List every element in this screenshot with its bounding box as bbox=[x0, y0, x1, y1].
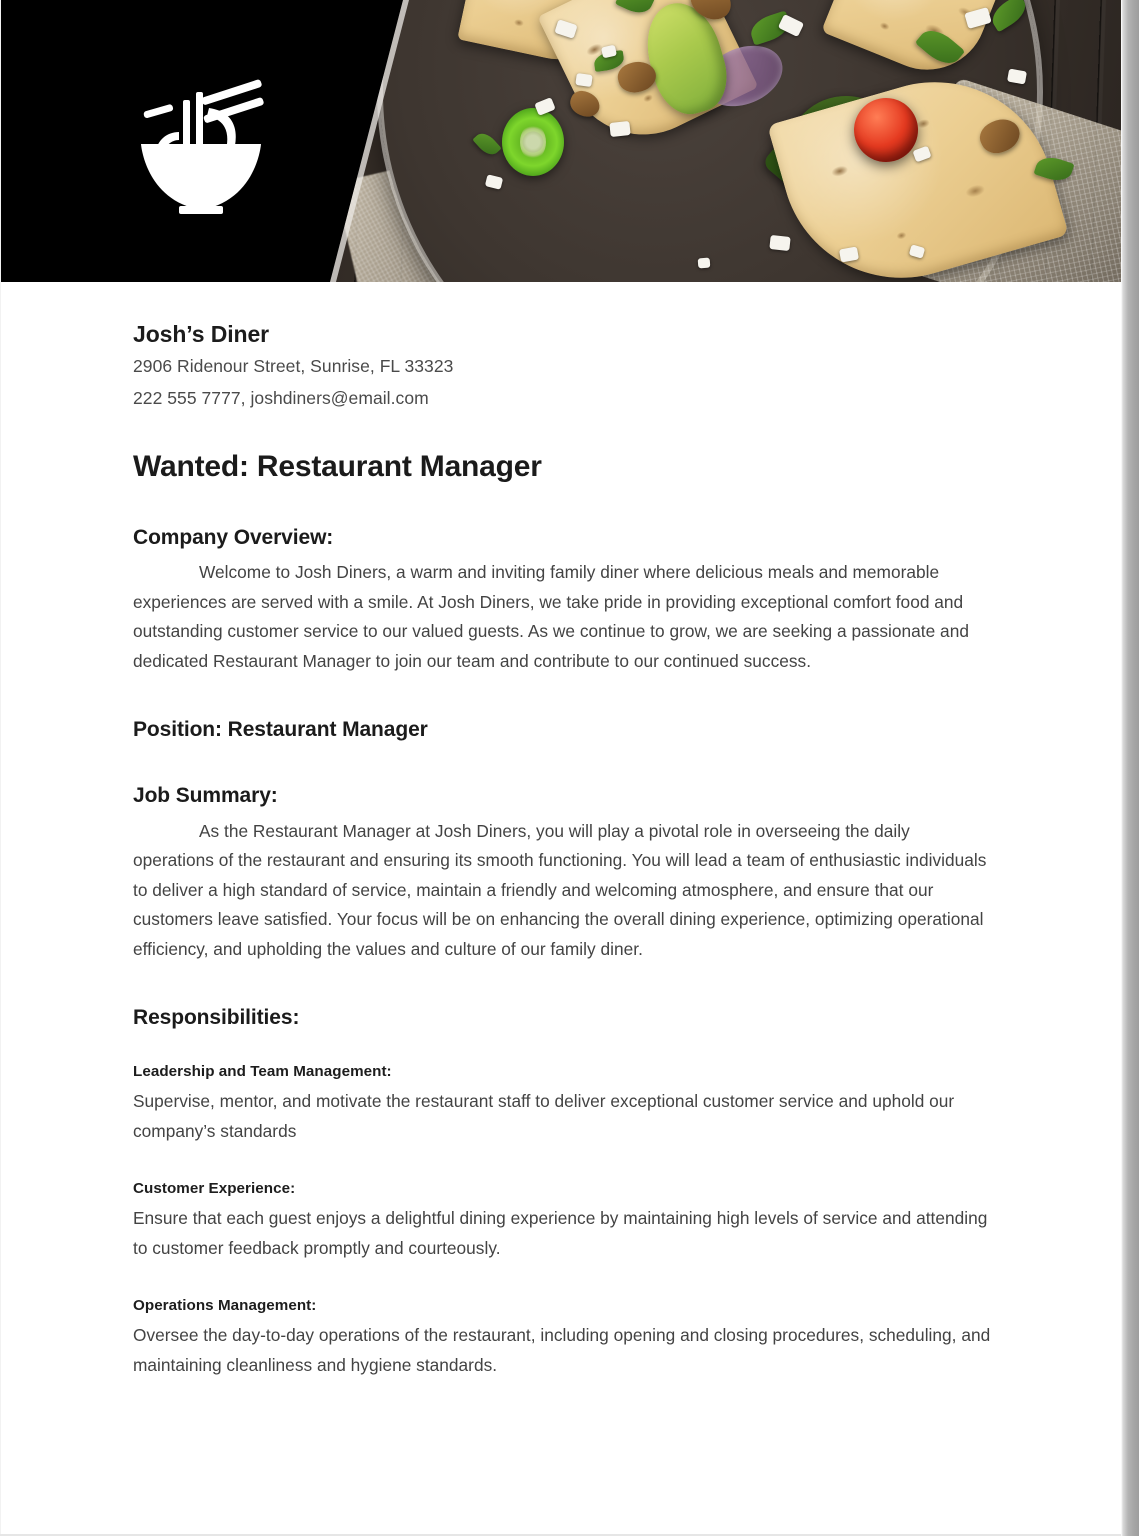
company-address: 2906 Ridenour Street, Sunrise, FL 33323 bbox=[133, 355, 454, 376]
company-name: Josh’s Diner bbox=[133, 321, 269, 347]
feta-crumble bbox=[575, 73, 593, 87]
page-title: Wanted: Restaurant Manager bbox=[133, 449, 542, 483]
section-heading-job-summary: Job Summary: bbox=[133, 784, 278, 808]
roasted-tomato bbox=[854, 98, 918, 162]
document-body bbox=[133, 282, 993, 1380]
responsibility-item bbox=[133, 1062, 993, 1146]
feta-crumble bbox=[609, 121, 630, 137]
section-heading-responsibilities: Responsibilities: bbox=[133, 1006, 300, 1030]
vertical-scrollbar[interactable] bbox=[1121, 0, 1139, 1536]
section-heading-position: Position: Restaurant Manager bbox=[133, 718, 428, 742]
company-contact: 222 555 7777, joshdiners@email.com bbox=[133, 387, 429, 408]
responsibility-text-operations: Oversee the day-to-day operations of the restaurant, including opening and closing procedures, scheduling, and maintaining cleanliness and hygiene standards. bbox=[133, 1325, 991, 1375]
jalapeno-ring bbox=[502, 108, 564, 176]
responsibility-text-leadership: Supervise, mentor, and motivate the restaurant staff to deliver exceptional customer service and uphold our company’s standards bbox=[133, 1091, 955, 1141]
responsibility-heading-operations: Operations Management: bbox=[133, 1297, 317, 1315]
section-heading-company-overview: Company Overview: bbox=[133, 526, 334, 550]
responsibility-item bbox=[133, 1296, 993, 1380]
page-left-edge bbox=[0, 0, 1, 1536]
noodle-bowl-logo bbox=[133, 78, 269, 218]
responsibility-text-customer-experience: Ensure that each guest enjoys a delightful dining experience by maintaining high levels of service and attending to customer feedback promptly and courteously. bbox=[133, 1208, 988, 1258]
header-banner bbox=[0, 0, 1121, 282]
feta-crumble bbox=[769, 235, 790, 251]
responsibility-item bbox=[133, 1179, 993, 1263]
job-summary-paragraph: As the Restaurant Manager at Josh Diners, you will play a pivotal role in overseeing the daily operations of the restaurant and ensuring its smooth functioning. You will lead a team of enthusiastic individuals to deliver a high standard of service, maintain a friendly and welcoming atmosphere, and ensure that our customers leave satisfied. Your focus will be on enhancing the overall dining experience, optimizing operational efficiency, and upholding the values and culture of our family diner. bbox=[133, 820, 987, 959]
responsibility-heading-customer-experience: Customer Experience: bbox=[133, 1180, 296, 1198]
header-food-photo bbox=[318, 0, 1121, 282]
company-overview-paragraph: Welcome to Josh Diners, a warm and inviting family diner where delicious meals and memorable experiences are served with a smile. At Josh Diners, we take pride in providing exceptional comfort food and outstanding customer service to our valued guests. As we continue to grow, we are seeking a passionate and dedicated Restaurant Manager to join our team and contribute to our continued success. bbox=[133, 562, 969, 671]
responsibility-heading-leadership: Leadership and Team Management: bbox=[133, 1063, 392, 1081]
feta-crumble bbox=[698, 258, 711, 269]
